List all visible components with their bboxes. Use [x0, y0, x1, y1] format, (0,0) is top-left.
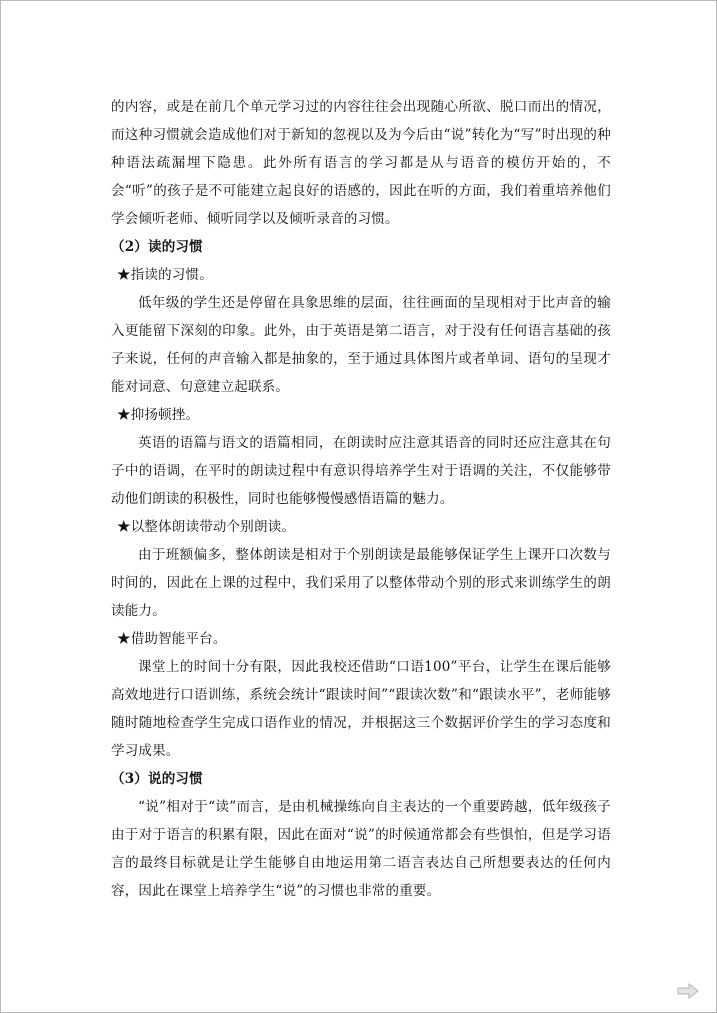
heading-reading-habits: （2）读的习惯	[111, 239, 203, 255]
page-content	[111, 93, 611, 905]
paragraph-listening-continued: 的内容，或是在前几个单元学习过的内容往往会出现随心所欲、脱口而出的情况，而这种习惯就会造成他们对于新知的忽视以及为今后由“说”转化为“写”时出现的种种语法疏漏埋下隐患。此外所有语言的学习都是从与语音的模仿开始的，不会“听”的孩子是不可能建立起良好的语感的，因此在听的方面，我们着重培养他们学会倾听老师、倾听同学以及倾听录音的习惯。	[111, 99, 611, 227]
heading-speaking-habits: （3）说的习惯	[111, 771, 203, 787]
bullet-smart-platform: ★借助智能平台。	[117, 631, 227, 647]
bullet-group-reading: ★以整体朗读带动个别朗读。	[117, 519, 296, 535]
paragraph-speaking: “说”相对于“读”而言，是由机械操练向自主表达的一个重要跨越，低年级孩子由于对于语言的积累有限，因此在面对“说”的时候通常都会有些惧怕，但是学习语言的最终目标就是让学生能够自由地运用第二语言表达自己所想要表达的任何内容，因此在课堂上培养学生“说”的习惯也非常的重要。	[111, 799, 611, 899]
right-arrow-icon-svg	[677, 983, 699, 999]
right-arrow-icon[interactable]	[677, 983, 699, 999]
bullet-intonation: ★抑扬顿挫。	[117, 407, 200, 423]
paragraph-finger-reading: 低年级的学生还是停留在具象思维的层面，往往画面的呈现相对于比声音的输入更能留下深刻的印象。此外，由于英语是第二语言，对于没有任何语言基础的孩子来说，任何的声音输入都是抽象的，至于通过具体图片或者单词、语句的呈现才能对词意、句意建立起联系。	[111, 295, 611, 395]
paragraph-intonation: 英语的语篇与语文的语篇相同，在朗读时应注意其语音的同时还应注意其在句子中的语调，在平时的朗读过程中有意识得培养学生对于语调的关注，不仅能够带动他们朗读的积极性，同时也能够慢慢感悟语篇的魅力。	[111, 435, 611, 507]
bullet-finger-reading: ★指读的习惯。	[117, 267, 213, 283]
paragraph-smart-platform: 课堂上的时间十分有限，因此我校还借助“口语100”平台，让学生在课后能够高效地进行口语训练，系统会统计“跟读时间”“跟读次数”和“跟读水平”，老师能够随时随地检查学生完成口语作业的情况，并根据这三个数据评价学生的学习态度和学习成果。	[111, 659, 611, 759]
paragraph-group-reading: 由于班额偏多，整体朗读是相对于个别朗读是最能够保证学生上课开口次数与时间的，因此在上课的过程中，我们采用了以整体带动个别的形式来训练学生的朗读能力。	[111, 547, 611, 619]
